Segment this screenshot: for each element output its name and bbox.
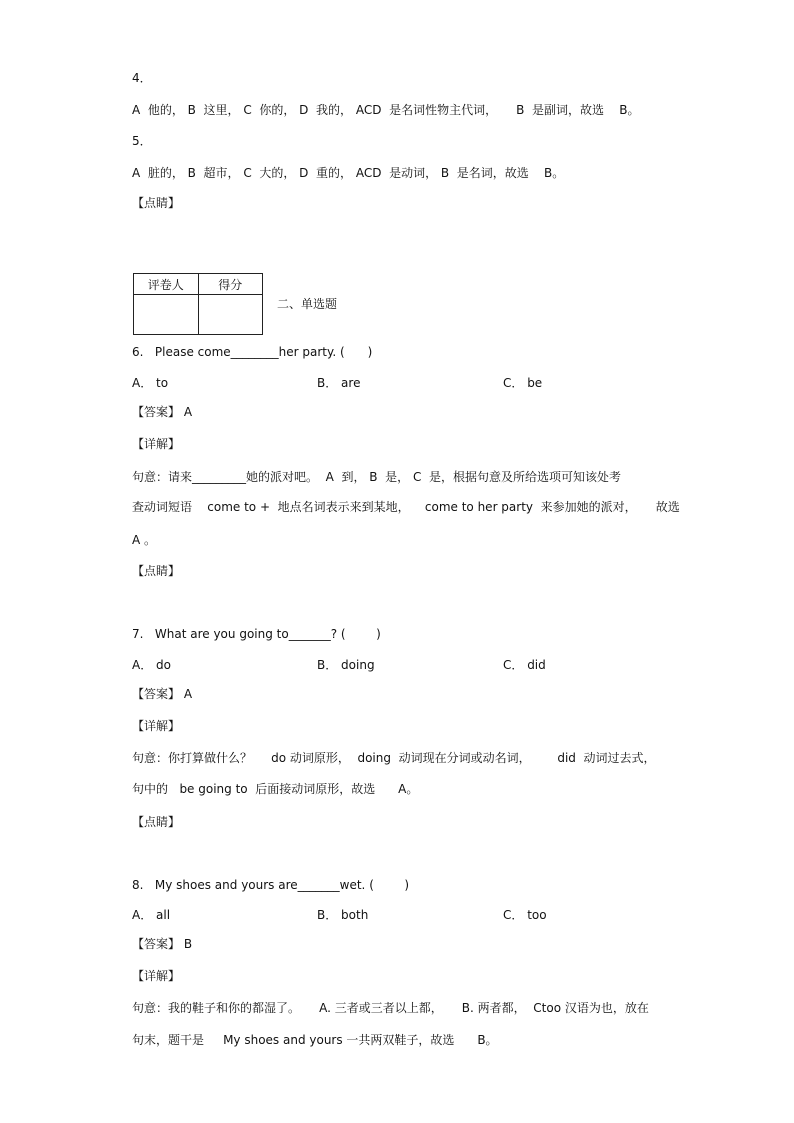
q7-detail-label: 【详解】 [132, 719, 181, 733]
score-table-header-grader: 评卷人 [134, 274, 199, 295]
score-table-header-score: 得分 [198, 274, 263, 295]
q8-option-b: B． both [317, 908, 369, 922]
q5-dianjing-label: 【点睛】 [132, 196, 181, 210]
q4-explanation: A 他的， B 这里， C 你的， D 我的， ACD 是名词性物主代词， B 是副词，故选 B。 [132, 103, 640, 117]
q6-option-b: B． are [317, 376, 361, 390]
q8-detail-label: 【详解】 [132, 969, 181, 983]
section-title: 二、单选题 [277, 297, 338, 311]
q8-detail-line2: 句末，题干是 My shoes and yours 一共两双鞋子，故选 B。 [132, 1033, 498, 1047]
q6-option-a: A． to [132, 376, 169, 390]
q8-stem: 8. My shoes and yours are_______wet. ( ) [132, 878, 410, 892]
q7-option-c: C． did [503, 658, 546, 672]
q8-detail-line1: 句意：我的鞋子和你的都湿了。 A. 三者或三者以上都， B. 两者都， Ctoo 汉语为也，放在 [132, 1001, 649, 1015]
score-table-score-cell [198, 295, 263, 335]
q7-option-b: B． doing [317, 658, 375, 672]
q6-dianjing-label: 【点睛】 [132, 564, 181, 578]
q5-explanation: A 脏的， B 超市， C 大的， D 重的， ACD 是动词， B 是名词，故选 B。 [132, 166, 565, 180]
q8-option-a: A． all [132, 908, 171, 922]
q6-stem: 6. Please come________her party. ( ) [132, 345, 373, 359]
q6-answer: 【答案】 A [132, 405, 193, 419]
q6-detail-line2: 查动词短语 come to + 地点名词表示来到某地， come to her party 来参加她的派对， 故选 [132, 500, 680, 514]
q4-number: 4． [132, 71, 152, 85]
q6-detail-label: 【详解】 [132, 437, 181, 451]
q6-detail-line3: A 。 [132, 533, 157, 547]
score-table-grader-cell [134, 295, 199, 335]
score-table [133, 273, 263, 335]
q7-dianjing-label: 【点睛】 [132, 815, 181, 829]
q7-option-a: A． do [132, 658, 171, 672]
q7-answer: 【答案】 A [132, 687, 193, 701]
q6-detail-line1: 句意：请来_________她的派对吧。 A 到， B 是， C 是，根据句意及所给选项可知该处考 [132, 470, 621, 484]
q8-option-c: C． too [503, 908, 547, 922]
q5-number: 5． [132, 134, 152, 148]
q7-detail-line1: 句意：你打算做什么？ do 动词原形， doing 动词现在分词或动名词， did 动词过去式， [132, 751, 656, 765]
q6-option-c: C． be [503, 376, 543, 390]
q8-answer: 【答案】 B [132, 937, 193, 951]
q7-stem: 7. What are you going to_______? ( ) [132, 627, 381, 641]
q7-detail-line2: 句中的 be going to 后面接动词原形，故选 A。 [132, 782, 419, 796]
